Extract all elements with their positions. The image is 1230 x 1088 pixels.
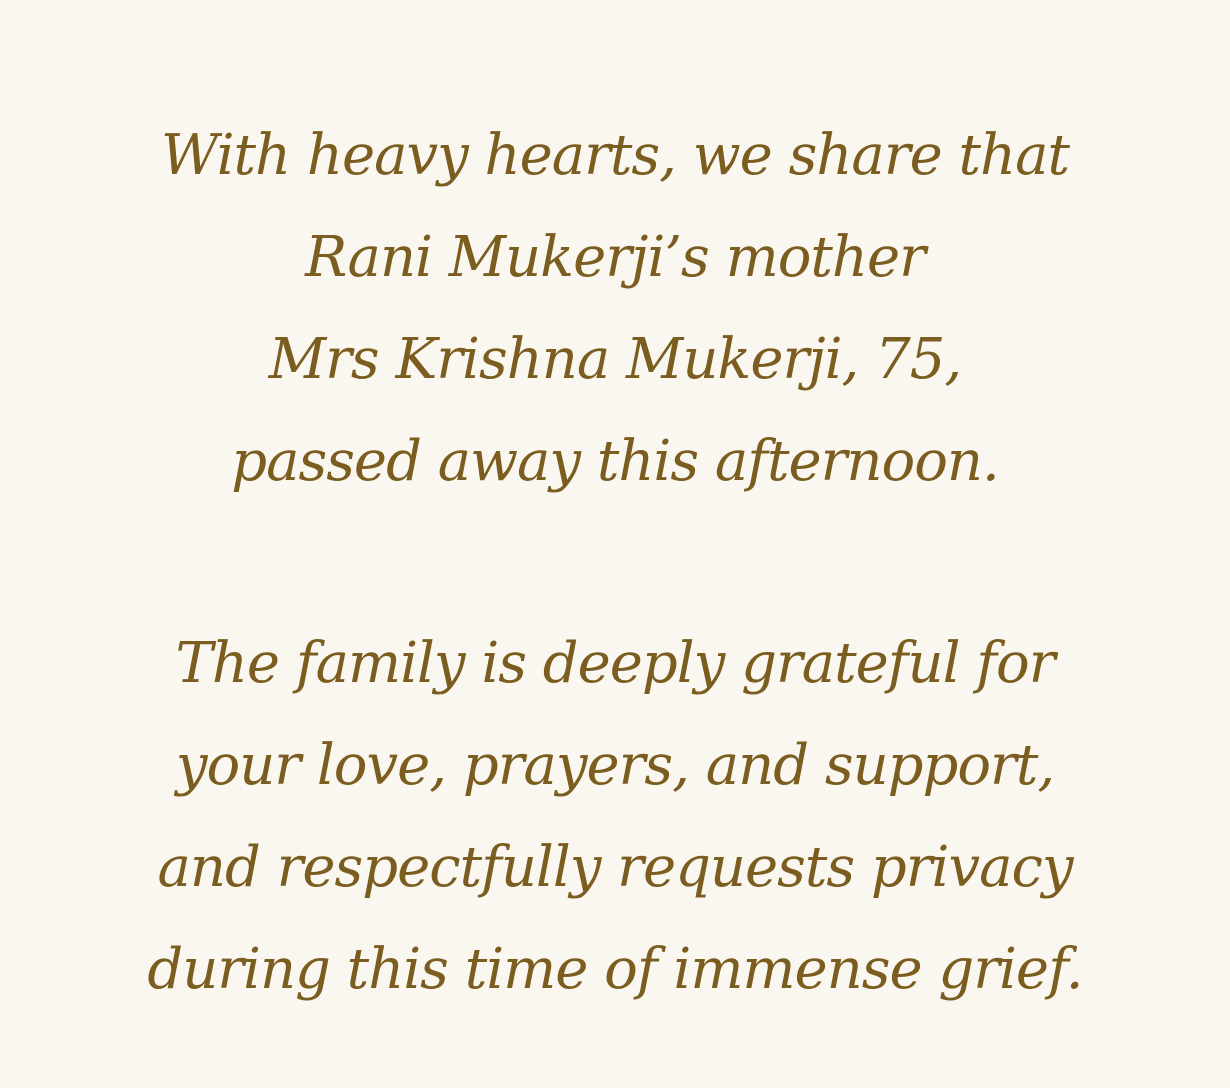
announcement-line-4: passed away this afternoon. bbox=[231, 429, 999, 494]
privacy-line-1: and respectfully requests privacy bbox=[157, 835, 1073, 900]
announcement-line-3: Mrs Krishna Mukerji, 75, bbox=[268, 327, 962, 392]
gratitude-line-1: The family is deeply grateful for bbox=[175, 631, 1055, 696]
announcement-line-2: Rani Mukerji’s mother bbox=[305, 225, 925, 290]
gratitude-line-2: your love, prayers, and support, bbox=[175, 733, 1055, 798]
privacy-line-2: during this time of immense grief. bbox=[147, 937, 1083, 1002]
announcement-line-1: With heavy hearts, we share that bbox=[161, 123, 1069, 188]
